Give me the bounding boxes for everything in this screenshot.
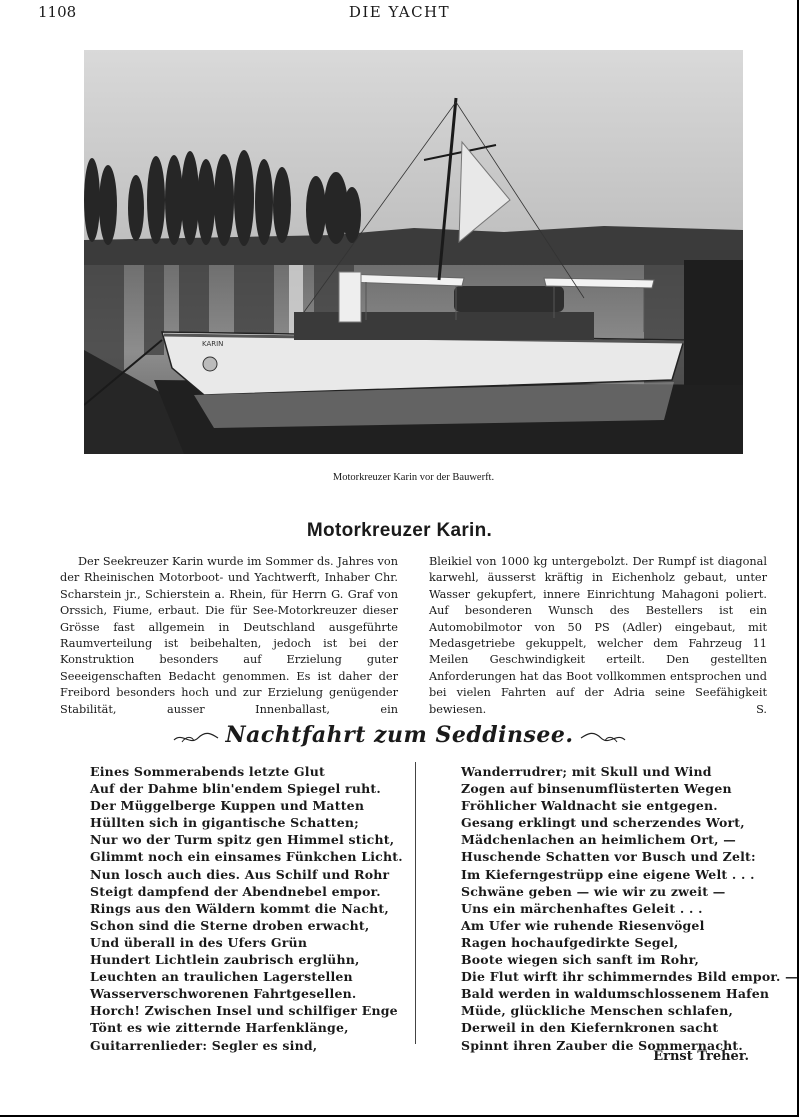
- poem-line: Schon sind die Sterne droben erwacht,: [90, 917, 370, 933]
- poem-line: Hüllten sich in gigantische Schatten;: [90, 815, 359, 831]
- poem-line: Ragen hochaufgedirkte Segel,: [461, 934, 679, 950]
- poem-line: Eines Sommerabends letzte Glut: [90, 764, 326, 779]
- poem-line: Uns ein märchenhaftes Geleit . . .: [461, 900, 703, 916]
- running-header: DIE YACHT: [348, 3, 451, 21]
- article-title: Motorkreuzer Karin.: [306, 520, 493, 541]
- poem-line: Spinnt ihren Zauber die Sommernacht.: [461, 1037, 743, 1053]
- poem-line: Steigt dampfend der Abendnebel empor.: [90, 883, 381, 899]
- poem-line: Bald werden in waldumschlossenem Hafen: [461, 986, 770, 1002]
- poem-line: Am Ufer wie ruhende Riesenvögel: [461, 917, 705, 933]
- right-flourish-ornament: [579, 730, 627, 746]
- poem-line: Im Kieferngestrüpp eine eigene Welt . . .: [461, 866, 755, 882]
- poem-line: Fröhlicher Waldnacht sie entgegen.: [461, 798, 718, 814]
- poem-line: Gesang erklingt und scherzendes Wort,: [461, 815, 745, 831]
- poem-line: Müde, glückliche Menschen schlafen,: [461, 1003, 734, 1019]
- poem-line: Rings aus den Wäldern kommt die Nacht,: [90, 900, 389, 916]
- poem-line: Wasserverschworenen Fahrtgesellen.: [90, 986, 357, 1002]
- poem-line: Nun losch auch dies. Aus Schilf und Rohr: [90, 866, 390, 882]
- article-paragraph-left: Der Seekreuzer Karin wurde im Sommer ds. Jahres von der Rheinischen Motorboot- und Yachtwerft, Inhaber Chr. Scharstein jr., Schierstein a. Rhein, für Herrn G. Graf von Orssich, Fiume, erbaut. Die für See-Motorkreuzer dieser Grösse fast allgemein in Deutschland ausgeführte Raumverteilung ist beibehalten, jedoch ist bei der Konstruktion besonders auf Erzielung guter Seeeigenschaften Bedacht genommen. Es ist daher der Freibord besonders hoch und zur Erzielung genügender Stabilität, ausser Innenballast, ein: [60, 555, 398, 716]
- poem-line: Auf der Dahme blin'endem Spiegel ruht.: [90, 781, 381, 797]
- poem-line: Mädchenlachen an heimlichem Ort, —: [461, 832, 736, 848]
- poem-column-right: [461, 763, 798, 1054]
- poem-line: Die Flut wirft ihr schimmerndes Bild empor. —: [461, 969, 798, 985]
- article-column-right: [429, 554, 767, 718]
- poem-line: Guitarrenlieder: Segler es sind,: [90, 1037, 318, 1053]
- page-number: 1108: [38, 3, 77, 21]
- article-signature: S.: [756, 702, 767, 716]
- boat-photograph: [84, 50, 743, 454]
- poem-heading: [0, 722, 799, 748]
- poem-line: Glimmt noch ein einsames Fünkchen Licht.: [90, 849, 403, 865]
- poem-line: Wanderrudrer; mit Skull und Wind: [461, 764, 712, 779]
- poem-line: Schwäne geben — wie wir zu zweit —: [461, 883, 726, 899]
- poem-line: Horch! Zwischen Insel und schilfiger Enge: [90, 1003, 398, 1019]
- poem-author: Ernst Treher.: [653, 1049, 749, 1064]
- poem-line: Der Müggelberge Kuppen und Matten: [90, 798, 365, 814]
- boat-name-label: KARIN: [202, 340, 224, 348]
- poem-line: Boote wiegen sich sanft im Rohr,: [461, 952, 700, 968]
- poem-title: Nachtfahrt zum Seddinsee.: [225, 722, 574, 748]
- poem-line: Zogen auf binsenumflüsterten Wegen: [461, 781, 732, 797]
- poem-line: Derweil in den Kiefernkronen sacht: [461, 1020, 719, 1036]
- poem-line: Hundert Lichtlein zaubrisch erglühn,: [90, 952, 360, 968]
- poem-column-left: [90, 763, 403, 1054]
- poem-line: Tönt es wie zitternde Harfenklänge,: [90, 1020, 349, 1036]
- photo-caption: Motorkreuzer Karin vor der Bauwerft.: [332, 472, 495, 483]
- article-paragraph-right: [429, 554, 767, 718]
- article-column-left: [60, 554, 398, 718]
- poem-line: Leuchten an traulichen Lagerstellen: [90, 969, 353, 985]
- poem-line: Huschende Schatten vor Busch und Zelt:: [461, 849, 756, 865]
- left-flourish-ornament: [172, 730, 220, 746]
- article-text-right: Bleikiel von 1000 kg untergebolzt. Der Rumpf ist diagonal karwehl, äusserst kräftig in Eichenholz gebaut, unter Wasser gekupfert, innere Einrichtung Mahagoni poliert. Auf besonderen Wunsch des Bestellers ist ein Automobilmotor von 50 PS (Adler) eingebaut, mit Medasgetriebe gekuppelt, welcher dem Fahrzeug 11 Meilen Geschwindigkeit erteilt. Den gestellten Anforderungen hat das Boot vollkommen entsprochen und bei vielen Fahrten auf der Adria seine Seefähigkeit bewiesen.: [429, 555, 767, 716]
- poem-line: Nur wo der Turm spitz gen Himmel sticht,: [90, 832, 395, 848]
- poem-column-divider: [415, 762, 416, 1044]
- poem-line: Und überall in des Ufers Grün: [90, 934, 308, 950]
